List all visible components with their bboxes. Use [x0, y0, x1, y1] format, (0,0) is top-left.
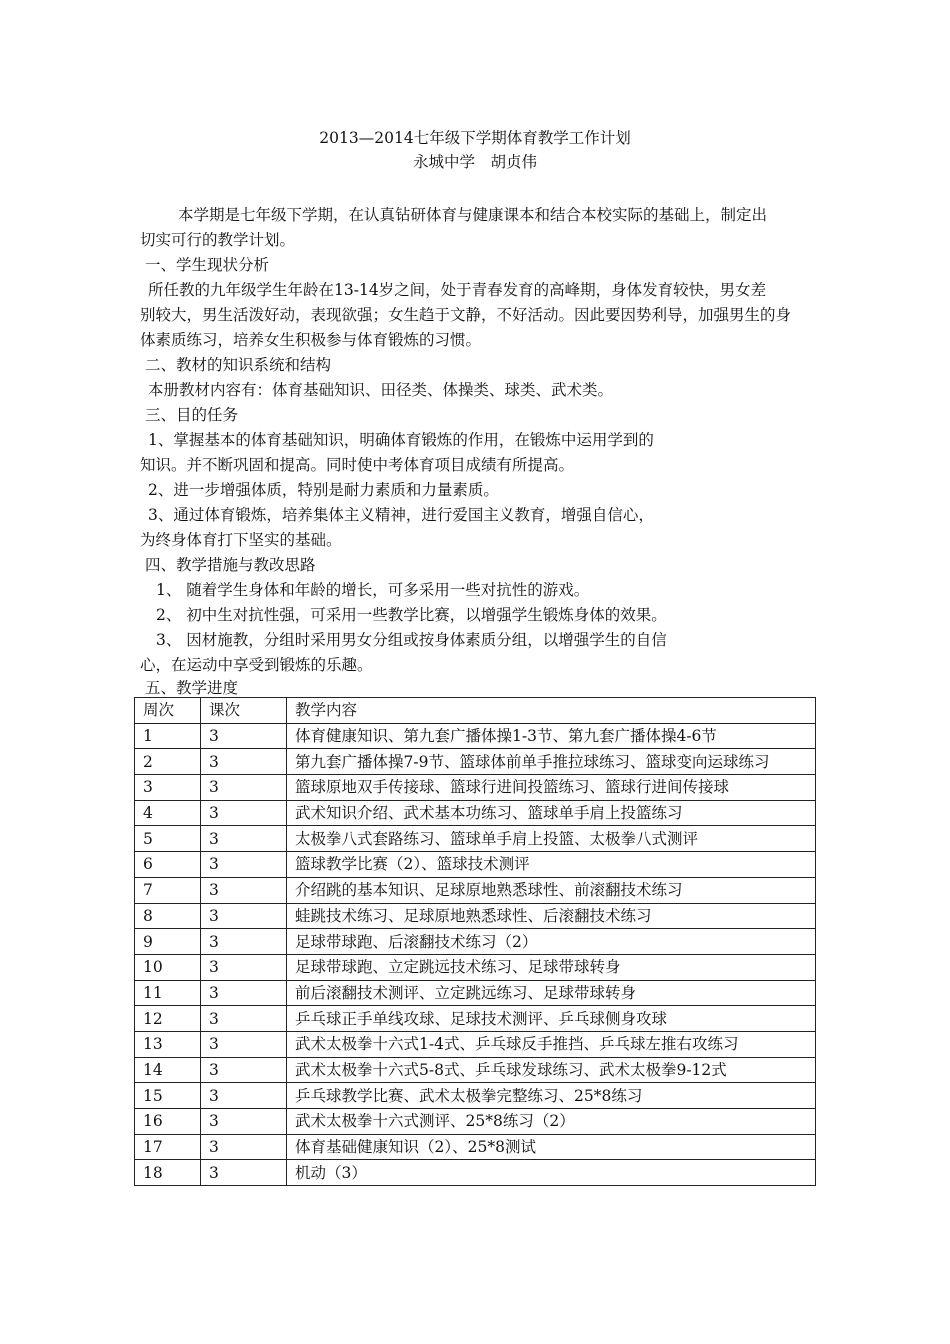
table-row: [135, 954, 816, 980]
week-cell: 12: [135, 1006, 201, 1032]
table-row: [135, 929, 816, 955]
content-cell: 体育健康知识、第九套广播体操1-3节、第九套广播体操4-6节: [287, 723, 816, 749]
content-cell: 武术知识介绍、武术基本功练习、篮球单手肩上投篮练习: [287, 800, 816, 826]
content-cell: 篮球教学比赛（2）、篮球技术测评: [287, 852, 816, 878]
week-cell: 16: [135, 1109, 201, 1135]
lessons-cell: 3: [201, 954, 287, 980]
week-cell: 14: [135, 1057, 201, 1083]
lessons-cell: 3: [201, 775, 287, 801]
content-cell: 第九套广播体操7-9节、篮球体前单手推拉球练习、篮球变向运球练习: [287, 749, 816, 775]
paragraph-line: 所任教的九年级学生年龄在13-14岁之间，处于青春发育的高峰期，身体发育较快，男女差: [148, 281, 767, 299]
paragraph-line: 2、 初中生对抗性强，可采用一些教学比赛，以增强学生锻炼身体的效果。: [156, 606, 667, 624]
table-row: [135, 980, 816, 1006]
table-row: [135, 1109, 816, 1135]
lessons-cell: 3: [201, 1109, 287, 1135]
content-cell: 蛙跳技术练习、足球原地熟悉球性、后滚翻技术练习: [287, 903, 816, 929]
lessons-cell: 3: [201, 1134, 287, 1160]
week-cell: 3: [135, 775, 201, 801]
paragraph-line: 3、通过体育锻炼，培养集体主义精神，进行爱国主义教育，增强自信心，: [148, 506, 654, 524]
section-heading-4: 四、教学措施与教改思路: [145, 556, 316, 574]
week-cell: 10: [135, 954, 201, 980]
section-heading-2: 二、教材的知识系统和结构: [145, 356, 332, 374]
week-cell: 6: [135, 852, 201, 878]
lessons-cell: 3: [201, 1083, 287, 1109]
paragraph-line: 心，在运动中享受到锻炼的乐趣。: [140, 656, 373, 674]
table-row: [135, 877, 816, 903]
content-cell: 武术太极拳十六式测评、25*8练习（2）: [287, 1109, 816, 1135]
week-cell: 5: [135, 826, 201, 852]
week-cell: 17: [135, 1134, 201, 1160]
table-row: [135, 775, 816, 801]
document-author: 永城中学 胡贞伟: [412, 153, 537, 171]
table-row: [135, 800, 816, 826]
paragraph-line: 知识。并不断巩固和提高。同时使中考体育项目成绩有所提高。: [140, 456, 575, 474]
content-cell: 体育基础健康知识（2）、25*8测试: [287, 1134, 816, 1160]
week-cell: 7: [135, 877, 201, 903]
content-cell: 机动（3）: [287, 1160, 816, 1186]
lessons-cell: 3: [201, 1057, 287, 1083]
content-cell: 太极拳八式套路练习、篮球单手肩上投篮、太极拳八式测评: [287, 826, 816, 852]
week-cell: 4: [135, 800, 201, 826]
content-cell: 足球带球跑、立定跳远技术练习、足球带球转身: [287, 954, 816, 980]
header-week: 周次: [135, 698, 201, 724]
table-row: [135, 903, 816, 929]
table-row: [135, 1083, 816, 1109]
content-cell: 乒乓球教学比赛、武术太极拳完整练习、25*8练习: [287, 1083, 816, 1109]
header-content: 教学内容: [287, 698, 816, 724]
content-cell: 乒乓球正手单线攻球、足球技术测评、乒乓球侧身攻球: [287, 1006, 816, 1032]
paragraph-line: 1、掌握基本的体育基础知识，明确体育锻炼的作用，在锻炼中运用学到的: [148, 431, 654, 449]
lessons-cell: 3: [201, 1031, 287, 1057]
table-row: [135, 1134, 816, 1160]
table-row: [135, 1006, 816, 1032]
content-cell: 前后滚翻技术测评、立定跳远练习、足球带球转身: [287, 980, 816, 1006]
content-cell: 足球带球跑、后滚翻技术练习（2）: [287, 929, 816, 955]
paragraph-line: 别较大，男生活泼好动，表现欲强；女生趋于文静，不好活动。因此要因势利导，加强男生的身: [140, 306, 792, 324]
paragraph-line: 为终身体育打下坚实的基础。: [140, 531, 342, 549]
lessons-cell: 3: [201, 826, 287, 852]
table-header-row: [135, 698, 816, 724]
schedule-table: [134, 697, 816, 1186]
week-cell: 11: [135, 980, 201, 1006]
lessons-cell: 3: [201, 800, 287, 826]
header-lessons: 课次: [201, 698, 287, 724]
content-cell: 武术太极拳十六式5-8式、乒乓球发球练习、武术太极拳9-12式: [287, 1057, 816, 1083]
table-row: [135, 852, 816, 878]
table-row: [135, 723, 816, 749]
lessons-cell: 3: [201, 877, 287, 903]
week-cell: 2: [135, 749, 201, 775]
lessons-cell: 3: [201, 980, 287, 1006]
document-title: 2013—2014七年级下学期体育教学工作计划: [319, 129, 631, 147]
content-cell: 武术太极拳十六式1-4式、乒乓球反手推挡、乒乓球左推右攻练习: [287, 1031, 816, 1057]
lessons-cell: 3: [201, 1006, 287, 1032]
paragraph-line: 3、 因材施教，分组时采用男女分组或按身体素质分组，以增强学生的自信: [156, 631, 667, 649]
table-row: [135, 749, 816, 775]
paragraph-line: 2、进一步增强体质，特别是耐力素质和力量素质。: [148, 481, 499, 499]
week-cell: 18: [135, 1160, 201, 1186]
table-row: [135, 1160, 816, 1186]
intro-line-2: 切实可行的教学计划。: [140, 231, 296, 249]
paragraph-line: 1、 随着学生身体和年龄的增长，可多采用一些对抗性的游戏。: [156, 581, 590, 599]
section-heading-1: 一、学生现状分析: [145, 256, 270, 274]
content-cell: 篮球原地双手传接球、篮球行进间投篮练习、篮球行进间传接球: [287, 775, 816, 801]
lessons-cell: 3: [201, 852, 287, 878]
section-heading-5: 五、教学进度: [145, 679, 239, 697]
week-cell: 8: [135, 903, 201, 929]
content-cell: 介绍跳的基本知识、足球原地熟悉球性、前滚翻技术练习: [287, 877, 816, 903]
paragraph-line: 本册教材内容有：体育基础知识、田径类、体操类、球类、武术类。: [148, 381, 614, 399]
week-cell: 1: [135, 723, 201, 749]
lessons-cell: 3: [201, 903, 287, 929]
schedule-table-body: [135, 698, 816, 1186]
lessons-cell: 3: [201, 723, 287, 749]
week-cell: 13: [135, 1031, 201, 1057]
lessons-cell: 3: [201, 929, 287, 955]
table-row: [135, 1031, 816, 1057]
week-cell: 9: [135, 929, 201, 955]
week-cell: 15: [135, 1083, 201, 1109]
table-row: [135, 1057, 816, 1083]
section-heading-3: 三、目的任务: [145, 406, 239, 424]
lessons-cell: 3: [201, 749, 287, 775]
table-row: [135, 826, 816, 852]
intro-line-1: 本学期是七年级下学期，在认真钻研体育与健康课本和结合本校实际的基础上，制定出: [178, 206, 768, 224]
lessons-cell: 3: [201, 1160, 287, 1186]
paragraph-line: 体素质练习，培养女生积极参与体育锻炼的习惯。: [140, 331, 482, 349]
